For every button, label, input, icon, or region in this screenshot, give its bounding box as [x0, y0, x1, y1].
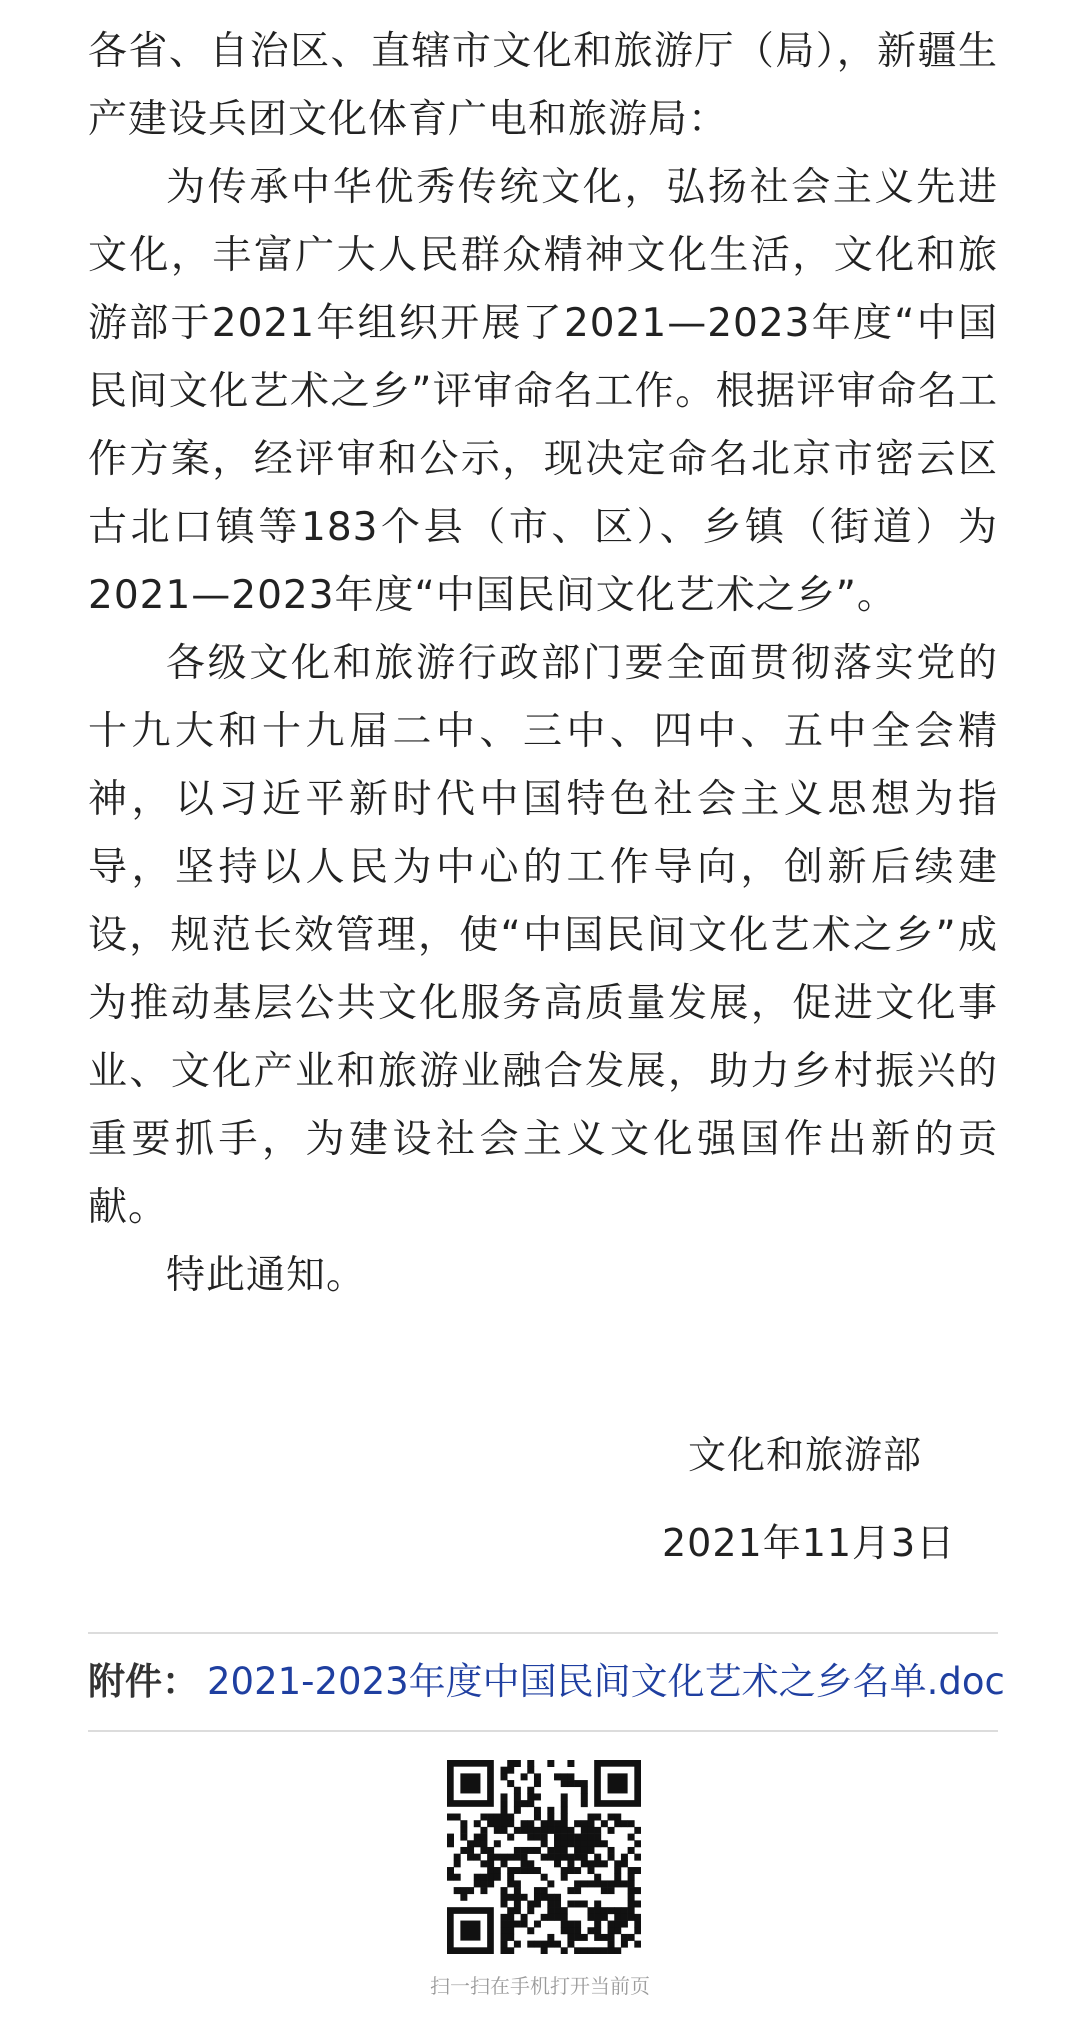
- attachment-link[interactable]: 2021-2023年度中国民间文化艺术之乡名单.doc: [207, 1660, 1005, 1703]
- closing-remark: 特此通知。: [166, 1253, 367, 1298]
- notice-body: [88, 18, 998, 1310]
- attachment-row: [88, 1654, 1005, 1710]
- qr-code: [447, 1760, 641, 1954]
- addressee: 各省、自治区、直辖市文化和旅游厅（局），新疆生产建设兵团文化体育广电和旅游局：: [88, 29, 998, 142]
- divider-bottom: [88, 1730, 998, 1732]
- divider-top: [88, 1632, 998, 1634]
- issue-date: 2021年11月3日: [662, 1521, 956, 1565]
- attachment-label: 附件：: [88, 1660, 199, 1703]
- issuing-organization: 文化和旅游部: [688, 1433, 923, 1477]
- body-paragraph-1: 为传承中华优秀传统文化，弘扬社会主义先进文化，丰富广大人民群众精神文化生活，文化和旅游部于2021年组织开展了2021—2023年度“中国民间文化艺术之乡”评审命名工作。根据评审命名工作方案，经评审和公示，现决定命名北京市密云区古北口镇等183个县（市、区）、乡镇（街道）为2021—2023年度“中国民间文化艺术之乡”。: [88, 165, 998, 618]
- qr-code-image: [447, 1760, 641, 1954]
- qr-caption: 扫一扫在手机打开当前页: [430, 1974, 650, 1998]
- body-paragraph-2: 各级文化和旅游行政部门要全面贯彻落实党的十九大和十九届二中、三中、四中、五中全会精神，以习近平新时代中国特色社会主义思想为指导，坚持以人民为中心的工作导向，创新后续建设，规范长效管理，使“中国民间文化艺术之乡”成为推动基层公共文化服务高质量发展，促进文化事业、文化产业和旅游业融合发展，助力乡村振兴的重要抓手，为建设社会主义文化强国作出新的贡献。: [88, 641, 998, 1230]
